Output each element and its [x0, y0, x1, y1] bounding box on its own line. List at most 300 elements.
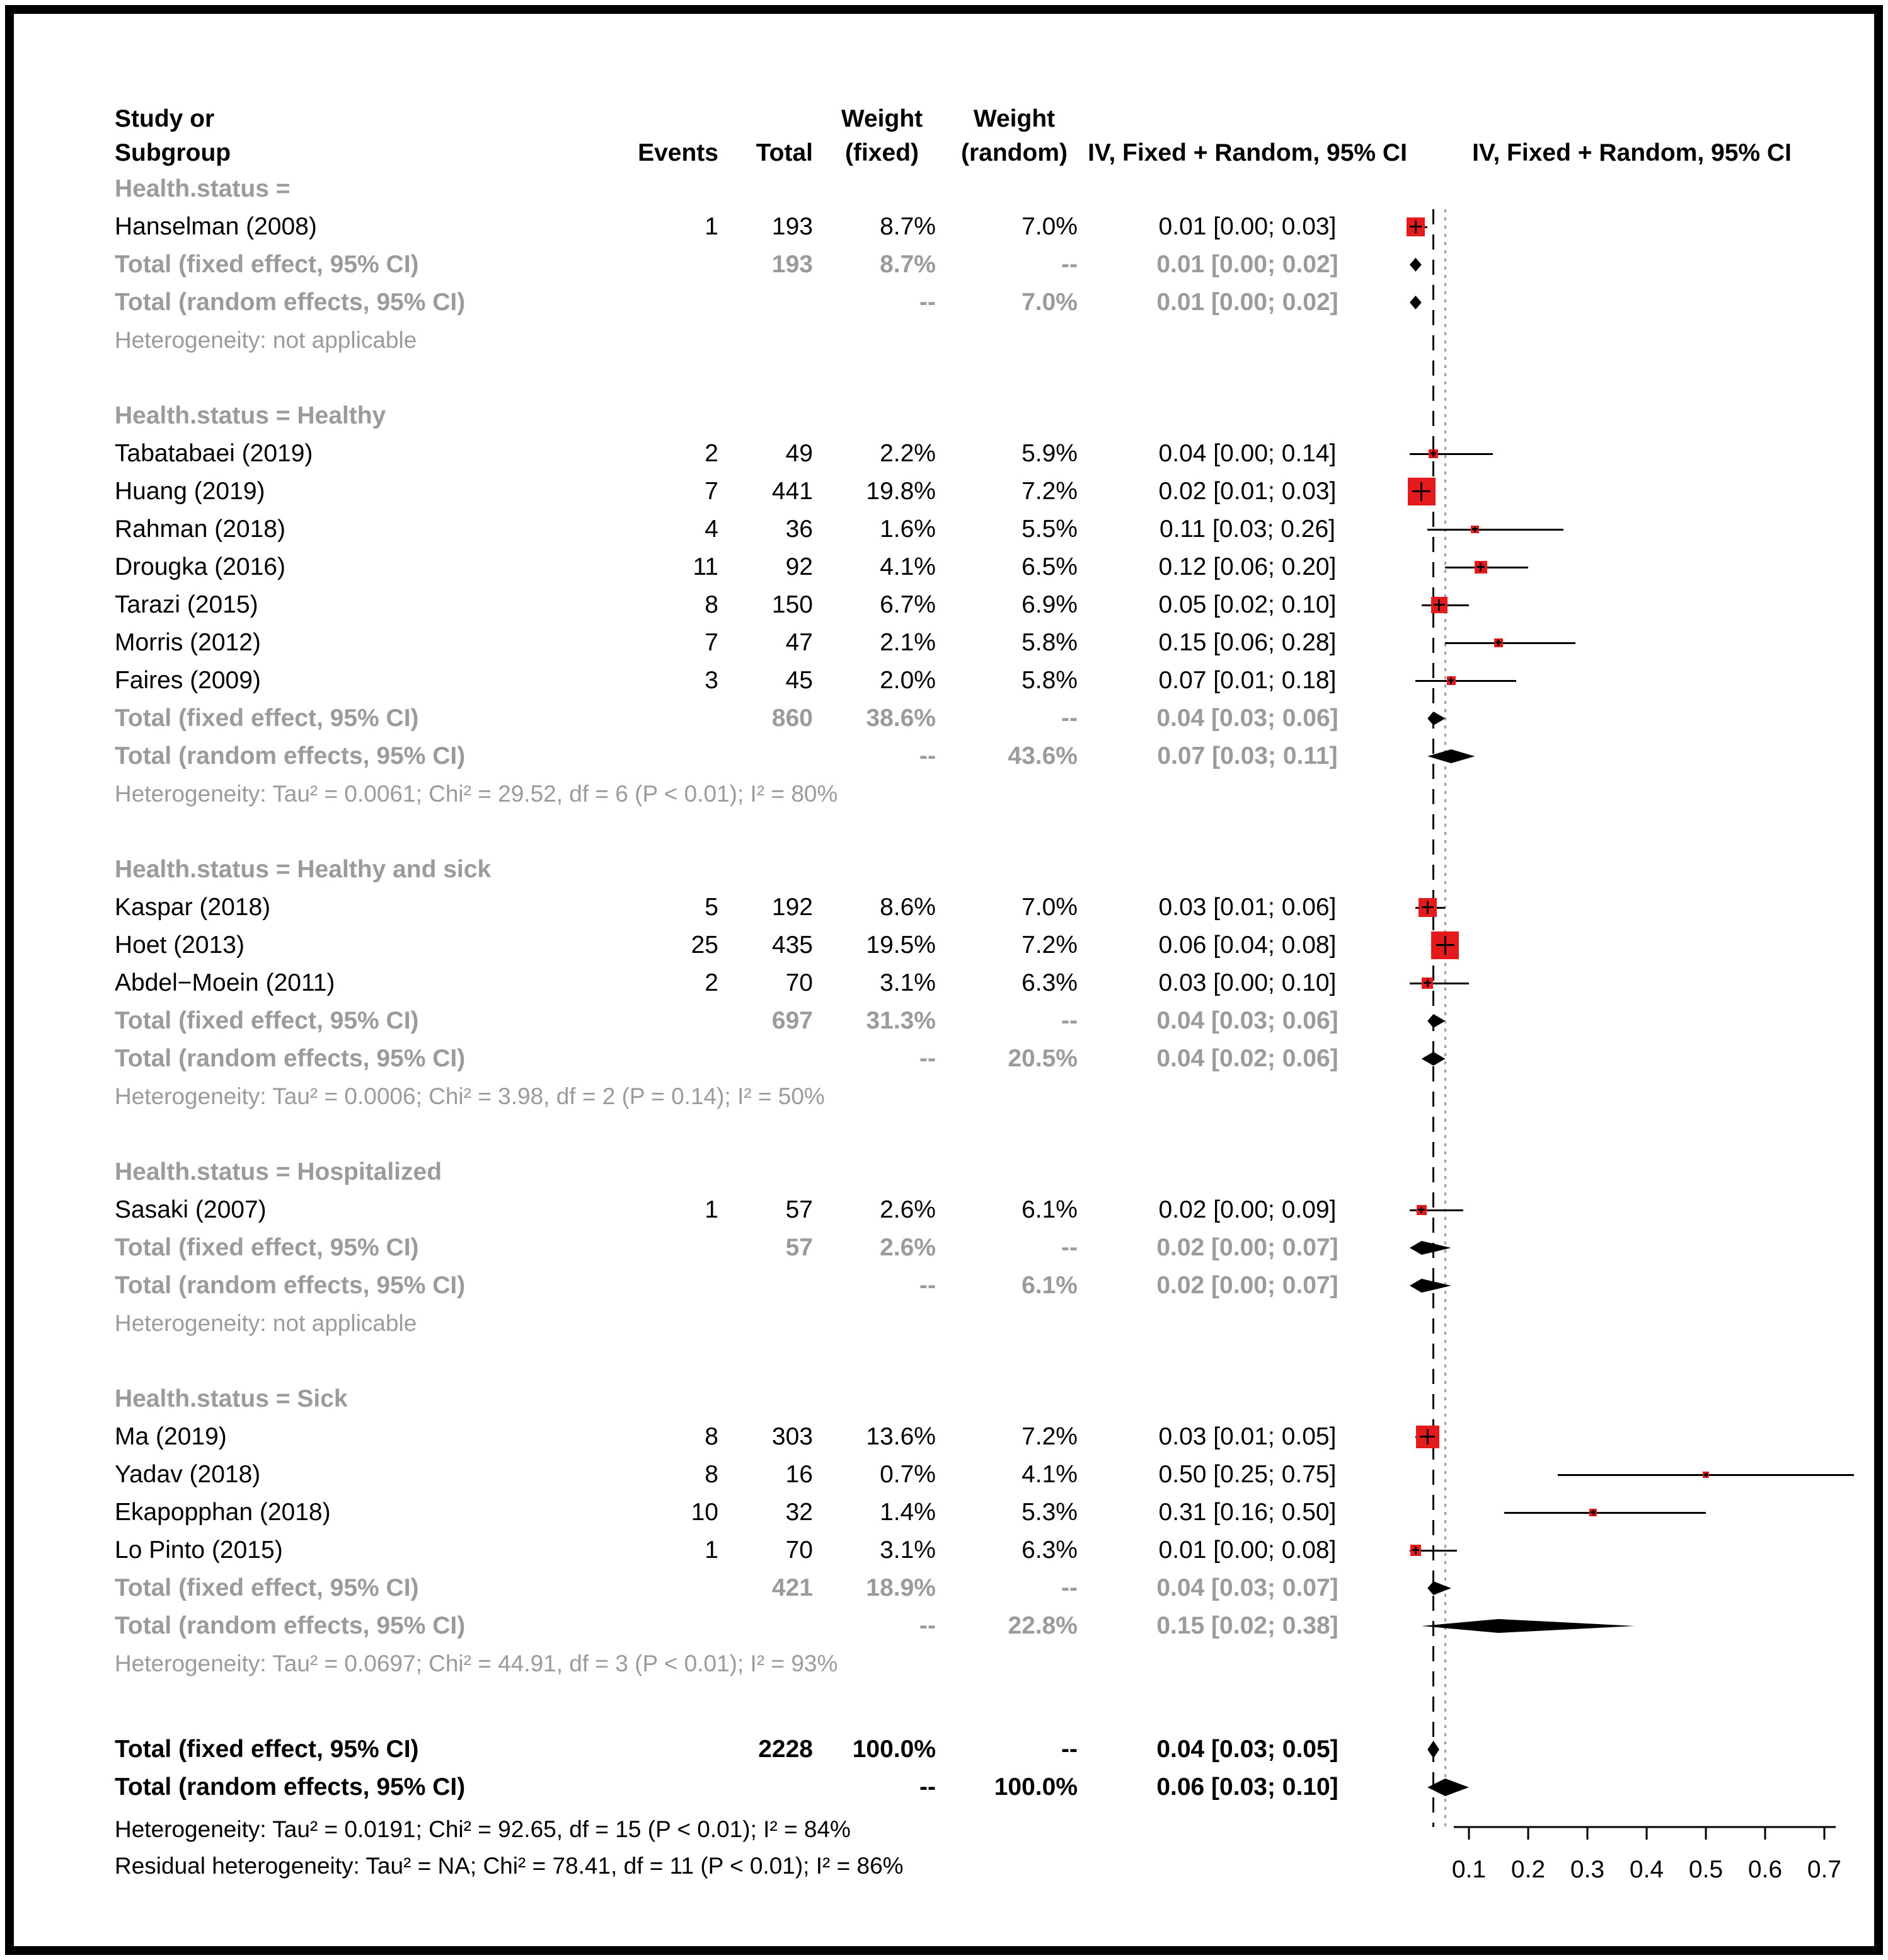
ci-line — [1504, 1512, 1706, 1514]
study-row — [115, 473, 1862, 510]
events-value: 10 — [691, 1499, 718, 1526]
study-label: Total (random effects, 95% CI) — [115, 1612, 466, 1639]
weight-random-value: 43.6% — [1008, 742, 1078, 770]
events-value: 4 — [705, 516, 718, 543]
total-diamond — [1410, 1040, 1854, 1078]
total-diamond — [1410, 1731, 1854, 1768]
weight-fixed-value: 2.1% — [880, 629, 936, 656]
total-value: 150 — [771, 591, 813, 618]
weight-fixed-value: -- — [919, 1773, 936, 1801]
weight-random-value: 20.5% — [1008, 1045, 1078, 1072]
total-value: 45 — [785, 667, 813, 694]
subgroup-total-fixed-row — [115, 1002, 1862, 1040]
estimate-cross-v — [1420, 1207, 1422, 1214]
study-label: Sasaki (2007) — [115, 1196, 267, 1223]
effect-square-marker — [1416, 1426, 1439, 1449]
axis-tick-label: 0.5 — [1688, 1856, 1724, 1883]
forest-plot-cell — [1410, 700, 1854, 737]
overall-heterogeneity-block — [115, 1811, 1862, 1884]
weight-random-value: 6.1% — [1022, 1196, 1078, 1223]
study-row — [115, 586, 1862, 624]
weight-fixed-value: 19.8% — [866, 478, 936, 505]
study-label: Total (random effects, 95% CI) — [115, 289, 466, 316]
weight-fixed-value: -- — [919, 1272, 936, 1299]
heterogeneity-text: Heterogeneity: Tau² = 0.0061; Chi² = 29.52, df = 6 (P < 0.01); I² = 80% — [115, 781, 838, 807]
effect-ci-value: 0.03 [0.01; 0.06] — [1158, 894, 1337, 921]
study-label: Hanselman (2008) — [115, 213, 317, 240]
effect-square-marker — [1422, 977, 1433, 989]
weight-fixed-value: 31.3% — [866, 1007, 936, 1034]
overall-heterogeneity-texts — [115, 1811, 1410, 1884]
study-label: Drougka (2016) — [115, 553, 285, 580]
forest-plot-cell — [1410, 586, 1854, 624]
forest-plot-cell — [1410, 1494, 1854, 1531]
weight-random-value: -- — [1061, 251, 1078, 278]
spacer-row — [115, 359, 1862, 397]
header-events: Events — [638, 139, 718, 166]
study-row — [115, 624, 1862, 662]
axis-tick-label: 0.3 — [1570, 1856, 1605, 1883]
heterogeneity-text: Heterogeneity: not applicable — [115, 327, 417, 353]
effect-ci-value: 0.01 [0.00; 0.02] — [1156, 289, 1338, 316]
subgroup-total-random-row — [115, 1607, 1862, 1645]
header-study-line1: Study or — [115, 105, 215, 132]
study-row — [115, 208, 1862, 246]
heterogeneity-text: Heterogeneity: Tau² = 0.0697; Chi² = 44.91, df = 3 (P < 0.01); I² = 93% — [115, 1651, 838, 1676]
column-header-row — [115, 102, 1862, 170]
subgroup-label: Health.status = — [115, 175, 291, 202]
header-total: Total — [756, 139, 813, 166]
effect-square-marker — [1419, 898, 1437, 916]
forest-plot-cell — [1410, 889, 1854, 926]
total-value: 16 — [785, 1461, 813, 1488]
total-value: 192 — [771, 894, 813, 921]
effect-ci-value: 0.05 [0.02; 0.10] — [1158, 591, 1337, 618]
effect-ci-value: 0.04 [0.00; 0.14] — [1158, 440, 1337, 467]
effect-ci-value: 0.11 [0.03; 0.26] — [1160, 516, 1335, 543]
subgroup-total-fixed-row — [115, 1229, 1862, 1267]
axis-tick-label: 0.4 — [1629, 1856, 1664, 1883]
study-row — [115, 1531, 1862, 1569]
study-label: Huang (2019) — [115, 478, 265, 505]
heterogeneity-row — [115, 1078, 1862, 1115]
subgroup-header-row — [115, 1380, 1862, 1418]
effect-square-marker — [1408, 478, 1436, 505]
study-label: Hoet (2013) — [115, 931, 245, 959]
estimate-cross-v — [1497, 640, 1499, 646]
study-row — [115, 1191, 1862, 1229]
forest-plot-cell — [1410, 1418, 1854, 1456]
effect-ci-value: 0.07 [0.01; 0.18] — [1158, 667, 1337, 694]
weight-random-value: 6.5% — [1022, 553, 1078, 580]
weight-random-value: 5.5% — [1022, 516, 1078, 543]
effect-square-marker — [1407, 217, 1425, 236]
effect-ci-value: 0.31 [0.16; 0.50] — [1158, 1499, 1337, 1526]
effect-ci-value: 0.04 [0.03; 0.06] — [1156, 705, 1338, 732]
forest-plot-cell — [1410, 1267, 1854, 1305]
effect-ci-value: 0.01 [0.00; 0.02] — [1156, 251, 1338, 278]
weight-random-value: 7.2% — [1022, 478, 1078, 505]
subgroup-header-row — [115, 1153, 1862, 1191]
total-value: 193 — [771, 251, 813, 278]
subgroup-label: Health.status = Healthy — [115, 402, 386, 429]
total-value: 2228 — [758, 1736, 813, 1763]
header-plot-ci: IV, Fixed + Random, 95% CI — [1472, 139, 1792, 166]
forest-plot-cell — [1410, 208, 1854, 246]
effect-square-marker — [1431, 597, 1448, 613]
study-row — [115, 510, 1862, 548]
forest-plot-cell — [1410, 737, 1854, 775]
study-label: Total (fixed effect, 95% CI) — [115, 251, 419, 278]
effect-square-marker — [1703, 1472, 1709, 1478]
axis-tick-label: 0.1 — [1451, 1856, 1487, 1883]
effect-square-marker — [1494, 638, 1503, 647]
effect-ci-value: 0.03 [0.00; 0.10] — [1158, 969, 1337, 996]
subgroup-total-random-row — [115, 1267, 1862, 1305]
estimate-cross-v — [1432, 451, 1434, 457]
weight-random-value: 6.3% — [1022, 969, 1078, 996]
effect-ci-value: 0.12 [0.06; 0.20] — [1158, 553, 1337, 580]
residual-heterogeneity-text: Residual heterogeneity: Tau² = NA; Chi² = 78.41, df = 11 (P < 0.01); I² = 86% — [115, 1853, 904, 1879]
effect-ci-value: 0.06 [0.03; 0.10] — [1156, 1773, 1338, 1801]
total-value: 70 — [785, 969, 813, 996]
study-label: Total (random effects, 95% CI) — [115, 1773, 466, 1801]
overall-total-random-row — [115, 1768, 1862, 1806]
heterogeneity-row — [115, 775, 1862, 813]
estimate-cross-v — [1705, 1473, 1707, 1477]
effect-ci-value: 0.50 [0.25; 0.75] — [1158, 1461, 1337, 1488]
spacer-row — [115, 1683, 1862, 1721]
weight-fixed-value: 2.6% — [880, 1196, 936, 1223]
study-row — [115, 662, 1862, 700]
study-row — [115, 1494, 1862, 1531]
heterogeneity-text: Heterogeneity: not applicable — [115, 1310, 417, 1336]
header-weight-random: Weight (random) — [961, 105, 1068, 166]
effect-ci-value: 0.15 [0.06; 0.28] — [1158, 629, 1337, 656]
subgroup-header-row — [115, 170, 1862, 208]
weight-fixed-value: -- — [919, 742, 936, 770]
spacer-row — [115, 1342, 1862, 1380]
events-value: 8 — [705, 591, 718, 618]
study-label: Ma (2019) — [115, 1423, 227, 1450]
forest-rows — [115, 170, 1862, 1721]
effect-square-marker — [1475, 561, 1487, 574]
study-label: Ekapopphan (2018) — [115, 1499, 331, 1526]
forest-plot-cell — [1410, 1191, 1854, 1229]
ci-line — [1415, 680, 1516, 682]
effect-ci-value: 0.04 [0.03; 0.05] — [1156, 1736, 1338, 1763]
effect-ci-value: 0.01 [0.00; 0.08] — [1158, 1536, 1337, 1564]
effect-square-marker — [1431, 931, 1459, 959]
estimate-cross-v — [1420, 482, 1422, 500]
effect-ci-value: 0.02 [0.00; 0.07] — [1156, 1234, 1338, 1261]
weight-random-value: 6.1% — [1022, 1272, 1078, 1299]
study-row — [115, 964, 1862, 1002]
effect-ci-value: 0.15 [0.02; 0.38] — [1156, 1612, 1338, 1639]
forest-plot-cell — [1410, 926, 1854, 964]
estimate-cross-v — [1592, 1510, 1594, 1515]
subgroup-total-fixed-row — [115, 700, 1862, 737]
study-label: Abdel−Moein (2011) — [115, 969, 335, 996]
study-label: Rahman (2018) — [115, 516, 285, 543]
events-value: 3 — [705, 667, 718, 694]
study-row — [115, 889, 1862, 926]
weight-fixed-value: -- — [919, 1612, 936, 1639]
estimate-cross-v — [1427, 1429, 1429, 1444]
weight-random-value: -- — [1061, 1007, 1078, 1034]
events-value: 11 — [693, 553, 718, 580]
weight-fixed-value: 18.9% — [866, 1574, 936, 1601]
events-value: 25 — [691, 931, 718, 959]
effect-ci-value: 0.06 [0.04; 0.08] — [1158, 931, 1337, 959]
weight-random-value: -- — [1061, 1574, 1078, 1601]
events-value: 8 — [705, 1461, 718, 1488]
weight-fixed-value: -- — [919, 1045, 936, 1072]
subgroup-label: Health.status = Healthy and sick — [115, 856, 492, 883]
subgroup-label: Health.status = Hospitalized — [115, 1158, 442, 1185]
forest-plot-cell — [1410, 246, 1854, 284]
study-label: Faires (2009) — [115, 667, 261, 694]
axis-tick-label: 0.7 — [1807, 1856, 1842, 1883]
forest-plot-cell — [1410, 510, 1854, 548]
weight-fixed-value: 1.4% — [880, 1499, 936, 1526]
forest-plot-cell — [1410, 1040, 1854, 1078]
total-diamond — [1410, 1768, 1854, 1806]
weight-fixed-value: 38.6% — [866, 705, 936, 732]
total-value: 70 — [785, 1536, 813, 1564]
heterogeneity-row — [115, 1645, 1862, 1683]
axis-tick-label: 0.2 — [1511, 1856, 1546, 1883]
forest-plot-cell — [1410, 1456, 1854, 1494]
study-row — [115, 548, 1862, 586]
total-diamond — [1410, 1607, 1854, 1645]
study-label: Tarazi (2015) — [115, 591, 258, 618]
study-label: Total (fixed effect, 95% CI) — [115, 1574, 419, 1601]
heterogeneity-row — [115, 1305, 1862, 1342]
weight-fixed-value: 4.1% — [880, 553, 936, 580]
study-label: Total (random effects, 95% CI) — [115, 742, 466, 770]
events-value: 1 — [705, 1536, 718, 1564]
effect-ci-value: 0.07 [0.03; 0.11] — [1157, 742, 1338, 770]
weight-random-value: 5.8% — [1022, 629, 1078, 656]
weight-random-value: 5.8% — [1022, 667, 1078, 694]
estimate-cross-v — [1427, 901, 1429, 913]
total-value: 57 — [785, 1196, 813, 1223]
weight-random-value: 7.0% — [1022, 894, 1078, 921]
forest-plot-cell — [1410, 1229, 1854, 1267]
effect-square-marker — [1429, 449, 1438, 459]
weight-random-value: 100.0% — [994, 1773, 1078, 1801]
forest-plot-cell — [1410, 1607, 1854, 1645]
total-value: 435 — [771, 931, 813, 959]
total-value: 49 — [785, 440, 813, 467]
effect-ci-value: 0.04 [0.02; 0.06] — [1156, 1045, 1338, 1072]
ci-line — [1410, 453, 1493, 455]
forest-plot-cell — [1410, 284, 1854, 321]
effect-ci-value: 0.03 [0.01; 0.05] — [1158, 1423, 1337, 1450]
weight-random-value: 7.2% — [1022, 931, 1078, 959]
effect-square-marker — [1410, 1545, 1422, 1556]
effect-ci-value: 0.04 [0.03; 0.07] — [1156, 1574, 1338, 1601]
weight-fixed-value: 2.6% — [880, 1234, 936, 1261]
weight-fixed-value: 8.7% — [880, 251, 936, 278]
total-diamond — [1410, 1002, 1854, 1040]
x-axis — [1410, 1811, 1879, 1912]
effect-ci-value: 0.02 [0.01; 0.03] — [1158, 478, 1337, 505]
axis-tick-label: 0.6 — [1747, 1856, 1783, 1883]
estimate-cross-v — [1474, 527, 1476, 532]
ci-line — [1410, 983, 1469, 984]
header-study-line2: Subgroup — [115, 139, 231, 166]
estimate-cross-v — [1444, 936, 1446, 954]
weight-random-value: 6.3% — [1022, 1536, 1078, 1564]
events-value: 2 — [705, 440, 718, 467]
study-row — [115, 435, 1862, 473]
effect-ci-value: 0.01 [0.00; 0.03] — [1158, 213, 1337, 240]
overall-heterogeneity-text: Heterogeneity: Tau² = 0.0191; Chi² = 92.65, df = 15 (P < 0.01); I² = 84% — [115, 1816, 851, 1842]
total-value: 47 — [785, 629, 813, 656]
subgroup-total-fixed-row — [115, 246, 1862, 284]
weight-random-value: 6.9% — [1022, 591, 1078, 618]
subgroup-total-random-row — [115, 737, 1862, 775]
study-label: Lo Pinto (2015) — [115, 1536, 283, 1564]
estimate-cross-v — [1427, 979, 1429, 987]
weight-random-value: -- — [1061, 705, 1078, 732]
study-label: Morris (2012) — [115, 629, 261, 656]
weight-fixed-value: 6.7% — [880, 591, 936, 618]
subgroup-total-fixed-row — [115, 1569, 1862, 1607]
effect-square-marker — [1471, 526, 1479, 534]
spacer-row — [115, 813, 1862, 851]
total-value: 697 — [771, 1007, 813, 1034]
study-label: Total (fixed effect, 95% CI) — [115, 1736, 419, 1763]
weight-random-value: 5.9% — [1022, 440, 1078, 467]
forest-plot-cell — [1410, 662, 1854, 700]
weight-random-value: -- — [1061, 1234, 1078, 1261]
total-value: 92 — [785, 553, 813, 580]
study-row — [115, 1418, 1862, 1456]
total-value: 441 — [771, 478, 813, 505]
forest-plot-cell — [1410, 624, 1854, 662]
weight-fixed-value: 2.0% — [880, 667, 936, 694]
total-diamond — [1410, 700, 1854, 737]
effect-ci-value: 0.02 [0.00; 0.09] — [1158, 1196, 1337, 1223]
total-diamond — [1410, 737, 1854, 775]
forest-plot-cell — [1410, 1569, 1854, 1607]
weight-fixed-value: 8.7% — [880, 213, 936, 240]
total-value: 860 — [771, 705, 813, 732]
total-value: 57 — [785, 1234, 813, 1261]
heterogeneity-row — [115, 321, 1862, 359]
events-value: 1 — [705, 1196, 718, 1223]
spacer-row — [115, 1115, 1862, 1153]
total-value: 193 — [771, 213, 813, 240]
heterogeneity-text: Heterogeneity: Tau² = 0.0006; Chi² = 3.98, df = 2 (P = 0.14); I² = 50% — [115, 1083, 825, 1109]
header-weight-fixed: Weight (fixed) — [841, 105, 923, 166]
total-diamond — [1410, 284, 1854, 321]
effect-ci-value: 0.04 [0.03; 0.06] — [1156, 1007, 1338, 1034]
forest-plot-cell — [1410, 473, 1854, 510]
estimate-cross-v — [1450, 677, 1452, 683]
total-diamond — [1410, 1229, 1854, 1267]
total-value: 421 — [771, 1574, 813, 1601]
subgroup-total-random-row — [115, 284, 1862, 321]
weight-random-value: 7.0% — [1022, 289, 1078, 316]
forest-plot-cell — [1410, 548, 1854, 586]
effect-square-marker — [1589, 1509, 1597, 1516]
weight-random-value: 7.2% — [1022, 1423, 1078, 1450]
study-label: Total (random effects, 95% CI) — [115, 1272, 466, 1299]
x-axis-area — [1410, 1811, 1854, 1884]
forest-plot-figure — [14, 14, 1874, 1946]
weight-fixed-value: -- — [919, 289, 936, 316]
forest-plot-cell — [1410, 1002, 1854, 1040]
study-label: Kaspar (2018) — [115, 894, 271, 921]
total-value: 36 — [785, 516, 813, 543]
study-label: Yadav (2018) — [115, 1461, 261, 1488]
forest-plot-cell — [1410, 435, 1854, 473]
subgroup-header-row — [115, 397, 1862, 435]
weight-random-value: 4.1% — [1022, 1461, 1078, 1488]
total-diamond — [1410, 1569, 1854, 1607]
weight-fixed-value: 0.7% — [880, 1461, 936, 1488]
subgroup-label: Health.status = Sick — [115, 1385, 348, 1412]
forest-plot-cell — [1410, 1531, 1854, 1569]
estimate-cross-v — [1415, 1547, 1417, 1554]
study-label: Total (fixed effect, 95% CI) — [115, 1234, 419, 1261]
estimate-cross-v — [1480, 563, 1482, 571]
events-value: 7 — [705, 478, 718, 505]
weight-fixed-value: 2.2% — [880, 440, 936, 467]
events-value: 5 — [705, 894, 718, 921]
weight-random-value: 5.3% — [1022, 1499, 1078, 1526]
events-value: 7 — [705, 629, 718, 656]
weight-fixed-value: 3.1% — [880, 1536, 936, 1564]
overall-rows — [115, 1731, 1862, 1806]
weight-random-value: 7.0% — [1022, 213, 1078, 240]
effect-square-marker — [1417, 1205, 1427, 1215]
study-label: Total (random effects, 95% CI) — [115, 1045, 466, 1072]
effect-square-marker — [1447, 676, 1456, 685]
ci-line — [1445, 642, 1575, 644]
weight-fixed-value: 100.0% — [852, 1736, 936, 1763]
study-row — [115, 926, 1862, 964]
weight-fixed-value: 8.6% — [880, 894, 936, 921]
total-value: 303 — [771, 1423, 813, 1450]
events-value: 8 — [705, 1423, 718, 1450]
subgroup-total-random-row — [115, 1040, 1862, 1078]
subgroup-header-row — [115, 851, 1862, 889]
header-effect-ci: IV, Fixed + Random, 95% CI — [1088, 139, 1407, 166]
weight-random-value: 22.8% — [1008, 1612, 1078, 1639]
weight-fixed-value: 19.5% — [866, 931, 936, 959]
events-value: 1 — [705, 213, 718, 240]
estimate-cross-v — [1438, 599, 1440, 610]
total-value: 32 — [785, 1499, 813, 1526]
forest-plot-cell — [1410, 1768, 1854, 1806]
total-diamond — [1410, 246, 1854, 284]
estimate-cross-v — [1415, 221, 1417, 233]
forest-plot-cell — [1410, 1731, 1854, 1768]
total-diamond — [1410, 1267, 1854, 1305]
events-value: 2 — [705, 969, 718, 996]
overall-total-fixed-row — [115, 1731, 1862, 1768]
forest-plot-cell — [1410, 964, 1854, 1002]
study-label: Total (fixed effect, 95% CI) — [115, 1007, 419, 1034]
study-row — [115, 1456, 1862, 1494]
study-label: Tabatabaei (2019) — [115, 440, 313, 467]
study-label: Total (fixed effect, 95% CI) — [115, 705, 419, 732]
